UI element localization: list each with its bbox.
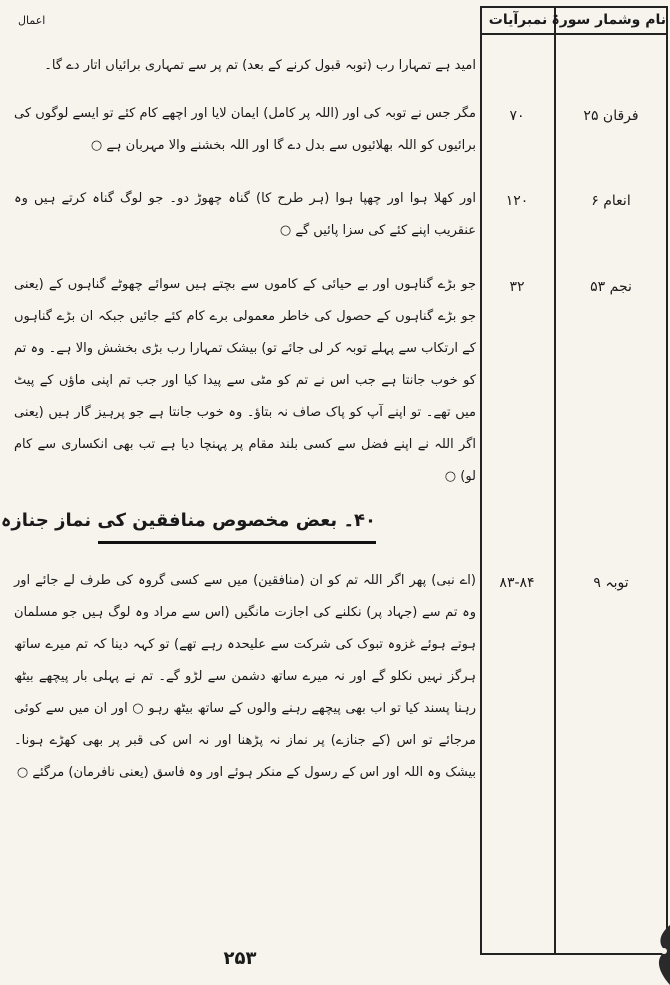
- verse-text: جو بڑے گناہوں اور بے حیائی کے کاموں سے بچتے ہیں سوائے چھوٹے گناہوں کے (یعنی جو بڑے گناہوں کے حصول کی خاطر معمولی برے کام کئے جائیں جبکہ ان بڑے گناہوں کے ارتکاب سے پہلے توبہ کر لی جائے تو) بیشک تمہارا رب بڑی بخشش والا ہے۔ وہ تم کو خوب جانتا ہے جب اس نے تم کو مٹی سے پیدا کیا اور جب تم اپنی ماؤں کے پیٹ میں تھے۔ تو اپنے آپ کو پاک صاف نہ بتاؤ۔ وہ خوب جانتا ہے جو پرہیز گار ہیں (یعنی اگر اللہ نے اپنے فضل سے کسی بلند مقام پر پہنچا دیا ہے تب بھی انکساری سے کام لو) ○: [14, 277, 476, 484]
- verse-text: (اے نبی) پھر اگر اللہ تم کو ان (منافقین) میں سے کسی گروہ کی طرف لے جائے اور وہ تم سے (جہاد پر) نکلنے کی اجازت مانگیں (اس سے مراد وہ لوگ ہیں جو مسلمان ہوتے ہوئے غزوہ تبوک کی شرکت سے علیحدہ رہے تھے) تو کہہ دینا کہ تم میرے ساتھ ہرگز نہیں نکلو گے اور نہ میرے ساتھ دشمن سے لڑو گے۔ تم نے پہلی بار پیچھے بیٹھ رہنا پسند کیا تو اب بھی پیچھے رہنے والوں کے ساتھ بیٹھ رہو ○ اور ان میں سے کوئی مرجائے تو اس (کے جنازے) پر نماز نہ پڑھنا اور نہ اس کی قبر پر بھی کھڑے ہونا۔ بیشک وہ اللہ اور اس کے رسول کے منکر ہوئے اور وہ فاسق (یعنی نافرمان) مرگئے ○: [14, 573, 476, 780]
- table-header-rule: [480, 33, 668, 35]
- table-divider-surah-ayat: [554, 6, 556, 954]
- ayat-cell: ۳۲: [509, 279, 525, 295]
- table-divider-ayat-text: [480, 6, 482, 954]
- text-row-continuation: امید ہے تمہارا رب (توبہ قبول کرنے کے بعد) تم پر سے تمہاری برائیاں اتار دے گا۔: [44, 58, 476, 73]
- decorative-ornament-icon: [652, 925, 670, 985]
- verse-text: اور کھلا ہوا اور چھپا ہوا (ہر طرح کا) گناہ چھوڑ دو۔ جو لوگ گناہ کرتے ہیں وہ عنقریب اپنے کئے کی سزا پائیں گے ○: [14, 191, 476, 238]
- verse-text: مگر جس نے توبہ کی اور (اللہ پر کامل) ایمان لایا اور اچھے کام کئے تو ایسے لوگوں کی برائیوں کو اللہ بھلائیوں سے بدل دے گا اور اللہ بخشنے والا مہربان ہے ○: [14, 106, 476, 153]
- section-tag: اعمال: [18, 14, 46, 27]
- table-border-bottom: [480, 953, 668, 955]
- header-surah-column: نام وشمار سورۃ: [551, 12, 666, 28]
- surah-cell: انعام ۶: [591, 193, 631, 209]
- header-ayat-column: نمبرآیات: [488, 12, 548, 28]
- surah-cell: فرقان ۲۵: [583, 108, 639, 124]
- ayat-cell: ۱۲۰: [505, 193, 529, 209]
- table-border-right: [666, 6, 668, 954]
- surah-cell: نجم ۵۳: [590, 279, 632, 295]
- section-heading: ۴۰۔ بعض مخصوص منافقین کی نماز جنازہ: [0, 510, 376, 531]
- heading-underline: [98, 541, 376, 544]
- ayat-cell: ۷۰: [509, 108, 525, 124]
- page-number: ۲۵۳: [223, 948, 257, 969]
- ayat-cell: ۸۳-۸۴: [499, 575, 535, 591]
- surah-cell: توبہ ۹: [593, 575, 629, 591]
